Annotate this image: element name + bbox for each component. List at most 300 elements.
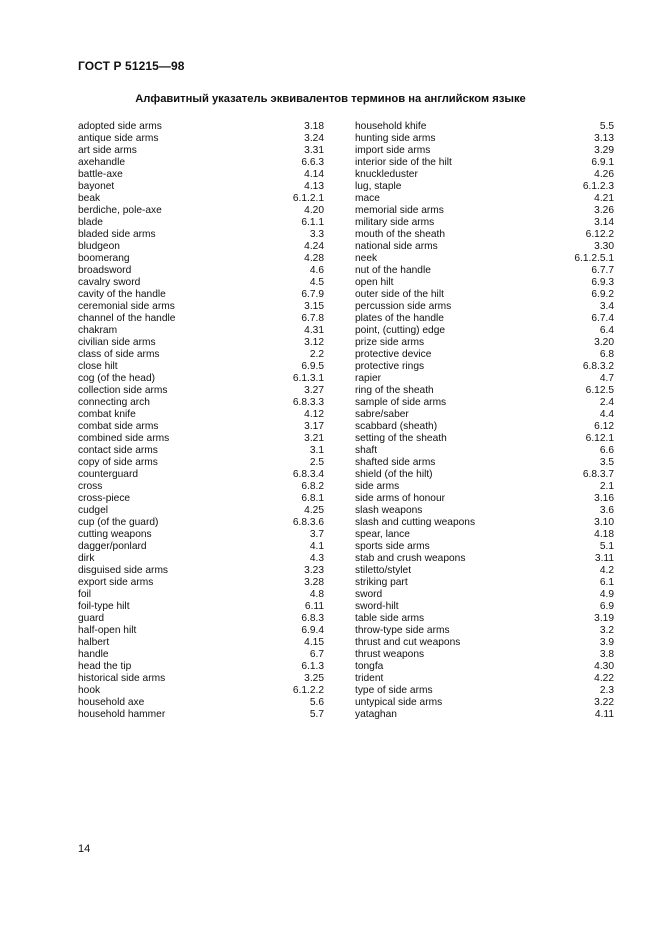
index-term: cross: [78, 481, 103, 492]
index-reference: 3.20: [594, 337, 614, 348]
index-entry: [355, 673, 614, 685]
index-reference: 6.6: [599, 445, 614, 456]
index-entry: [78, 421, 324, 433]
index-reference: 4.8: [309, 589, 324, 600]
index-reference: 4.26: [594, 169, 614, 180]
index-term: bludgeon: [78, 241, 120, 252]
index-entry: [355, 277, 614, 289]
index-term: collection side arms: [78, 385, 168, 396]
index-entry: [355, 685, 614, 697]
index-entry: [355, 301, 614, 313]
index-reference: 3.8: [599, 649, 614, 660]
index-entry: [78, 373, 324, 385]
index-entry: [78, 661, 324, 673]
index-entry: [78, 253, 324, 265]
index-entry: [78, 385, 324, 397]
index-reference: 4.15: [304, 637, 324, 648]
index-term: mace: [355, 193, 380, 204]
index-reference: 6.1.3.1: [292, 373, 324, 384]
index-term: military side arms: [355, 217, 435, 228]
index-reference: 6.12: [594, 421, 614, 432]
index-reference: 3.11: [594, 553, 614, 564]
index-term: combined side arms: [78, 433, 170, 444]
index-reference: 3.26: [594, 205, 614, 216]
index-reference: 2.2: [309, 349, 324, 360]
index-term: ring of the sheath: [355, 385, 434, 396]
index-reference: 6.9.1: [591, 157, 614, 168]
index-entry: [355, 565, 614, 577]
index-term: handle: [78, 649, 109, 660]
index-term: household khife: [355, 121, 427, 132]
index-reference: 3.4: [599, 301, 614, 312]
index-reference: 4.14: [304, 169, 324, 180]
index-term: cog (of the head): [78, 373, 156, 384]
index-reference: 6.8.3.6: [292, 517, 324, 528]
index-entry: [78, 205, 324, 217]
index-reference: 4.3: [309, 553, 324, 564]
index-reference: 3.23: [304, 565, 324, 576]
index-entry: [355, 193, 614, 205]
index-reference: 3.16: [594, 493, 614, 504]
index-term: battle-axe: [78, 169, 123, 180]
index-entry: [78, 541, 324, 553]
index-term: chakram: [78, 325, 118, 336]
index-entry: [78, 121, 324, 133]
index-entry: [355, 697, 614, 709]
index-reference: 6.8.3.7: [582, 469, 614, 480]
index-term: beak: [78, 193, 101, 204]
index-reference: 6.11: [304, 601, 324, 612]
index-entry: [78, 397, 324, 409]
index-entry: [355, 229, 614, 241]
index-term: shield (of the hilt): [355, 469, 433, 480]
index-column-left: [78, 121, 324, 721]
index-term: sword-hilt: [355, 601, 399, 612]
index-entry: [355, 181, 614, 193]
index-entry: [355, 709, 614, 721]
index-entry: [78, 517, 324, 529]
index-reference: 4.11: [594, 709, 614, 720]
index-term: import side arms: [355, 145, 431, 156]
index-reference: 3.2: [599, 625, 614, 636]
index-entry: [78, 601, 324, 613]
index-entry: [355, 445, 614, 457]
index-reference: 6.1.2.3: [582, 181, 614, 192]
index-entry: [355, 325, 614, 337]
index-term: cavalry sword: [78, 277, 141, 288]
index-term: point, (cutting) edge: [355, 325, 446, 336]
index-term: stiletto/stylet: [355, 565, 412, 576]
index-entry: [355, 265, 614, 277]
index-term: side arms of honour: [355, 493, 446, 504]
index-term: hook: [78, 685, 101, 696]
index-entry: [355, 529, 614, 541]
index-reference: 4.18: [594, 529, 614, 540]
index-term: throw-type side arms: [355, 625, 450, 636]
index-reference: 6.9.5: [301, 361, 324, 372]
index-term: head the tip: [78, 661, 132, 672]
index-reference: 3.15: [304, 301, 324, 312]
index-entry: [355, 589, 614, 601]
index-term: dagger/ponlard: [78, 541, 147, 552]
index-entry: [355, 157, 614, 169]
index-entry: [78, 493, 324, 505]
index-entry: [355, 457, 614, 469]
index-entry: [78, 457, 324, 469]
index-reference: 4.1: [309, 541, 324, 552]
index-term: sabre/saber: [355, 409, 409, 420]
standard-code: ГОСТ Р 51215—98: [78, 59, 185, 73]
index-entry: [78, 193, 324, 205]
index-reference: 6.8.3.4: [292, 469, 324, 480]
index-reference: 6.7.7: [591, 265, 614, 276]
index-reference: 4.13: [304, 181, 324, 192]
index-term: combat side arms: [78, 421, 159, 432]
index-reference: 3.28: [304, 577, 324, 588]
index-term: prize side arms: [355, 337, 425, 348]
index-entry: [355, 289, 614, 301]
index-term: counterguard: [78, 469, 139, 480]
index-term: mouth of the sheath: [355, 229, 446, 240]
index-reference: 3.29: [594, 145, 614, 156]
index-entry: [78, 265, 324, 277]
index-term: sword: [355, 589, 383, 600]
index-term: export side arms: [78, 577, 154, 588]
index-reference: 6.9.2: [591, 289, 614, 300]
index-term: neek: [355, 253, 378, 264]
index-entry: [355, 493, 614, 505]
index-entry: [355, 433, 614, 445]
index-reference: 3.14: [594, 217, 614, 228]
index-term: outer side of the hilt: [355, 289, 444, 300]
index-entry: [78, 697, 324, 709]
index-reference: 3.18: [304, 121, 324, 132]
index-reference: 4.9: [599, 589, 614, 600]
index-reference: 3.9: [599, 637, 614, 648]
index-entry: [78, 229, 324, 241]
index-reference: 3.19: [594, 613, 614, 624]
index-reference: 6.1.2.1: [292, 193, 324, 204]
index-entry: [78, 313, 324, 325]
index-term: spear, lance: [355, 529, 410, 540]
index-term: household axe: [78, 697, 145, 708]
index-reference: 4.7: [599, 373, 614, 384]
index-reference: 6.1.2.2: [292, 685, 324, 696]
index-entry: [355, 133, 614, 145]
index-term: historical side arms: [78, 673, 166, 684]
index-entry: [355, 649, 614, 661]
index-term: civilian side arms: [78, 337, 156, 348]
index-entry: [78, 625, 324, 637]
index-term: shaft: [355, 445, 378, 456]
index-term: side arms: [355, 481, 400, 492]
index-reference: 6.12.5: [585, 385, 614, 396]
index-entry: [78, 277, 324, 289]
index-term: foil-type hilt: [78, 601, 130, 612]
index-term: open hilt: [355, 277, 394, 288]
index-term: close hilt: [78, 361, 118, 372]
index-entry: [78, 445, 324, 457]
index-entry: [355, 517, 614, 529]
index-entry: [78, 145, 324, 157]
index-term: percussion side arms: [355, 301, 452, 312]
index-term: nut of the handle: [355, 265, 431, 276]
index-reference: 6.4: [599, 325, 614, 336]
index-entry: [355, 469, 614, 481]
index-entry: [78, 649, 324, 661]
index-reference: 3.31: [304, 145, 324, 156]
index-entry: [355, 637, 614, 649]
index-term: sports side arms: [355, 541, 430, 552]
index-term: tongfa: [355, 661, 384, 672]
index-reference: 3.12: [304, 337, 324, 348]
index-reference: 6.8.3.3: [292, 397, 324, 408]
index-term: plates of the handle: [355, 313, 444, 324]
index-term: half-open hilt: [78, 625, 137, 636]
index-reference: 3.13: [594, 133, 614, 144]
index-entry: [355, 421, 614, 433]
index-reference: 4.20: [304, 205, 324, 216]
index-reference: 6.1: [599, 577, 614, 588]
index-term: setting of the sheath: [355, 433, 447, 444]
index-entry: [78, 637, 324, 649]
index-reference: 3.30: [594, 241, 614, 252]
index-reference: 6.1.2.5.1: [574, 253, 614, 264]
index-entry: [78, 289, 324, 301]
index-entry: [78, 337, 324, 349]
index-reference: 3.17: [304, 421, 324, 432]
index-entry: [78, 589, 324, 601]
index-term: scabbard (sheath): [355, 421, 438, 432]
index-entry: [355, 349, 614, 361]
index-reference: 6.7.4: [591, 313, 614, 324]
index-reference: 6.9: [599, 601, 614, 612]
index-reference: 2.1: [599, 481, 614, 492]
index-term: halbert: [78, 637, 110, 648]
index-term: sample of side arms: [355, 397, 447, 408]
index-term: ceremonial side arms: [78, 301, 175, 312]
index-reference: 5.7: [309, 709, 324, 720]
index-entry: [78, 553, 324, 565]
index-term: adopted side arms: [78, 121, 162, 132]
index-entry: [355, 661, 614, 673]
index-reference: 6.1.1: [301, 217, 324, 228]
index-term: type of side arms: [355, 685, 433, 696]
index-term: national side arms: [355, 241, 438, 252]
index-reference: 6.8.1: [301, 493, 324, 504]
index-reference: 4.12: [304, 409, 324, 420]
index-term: cudgel: [78, 505, 109, 516]
index-reference: 6.12.2: [585, 229, 614, 240]
index-reference: 6.6.3: [301, 157, 324, 168]
index-entry: [78, 577, 324, 589]
index-term: broadsword: [78, 265, 132, 276]
index-term: thrust weapons: [355, 649, 425, 660]
index-term: blade: [78, 217, 103, 228]
index-term: protective rings: [355, 361, 425, 372]
index-reference: 3.24: [304, 133, 324, 144]
index-reference: 6.8: [599, 349, 614, 360]
index-entry: [78, 709, 324, 721]
index-reference: 4.30: [594, 661, 614, 672]
index-reference: 3.21: [304, 433, 324, 444]
index-column-right: [355, 121, 614, 721]
index-entry: [355, 397, 614, 409]
index-entry: [355, 217, 614, 229]
index-reference: 3.3: [309, 229, 324, 240]
index-term: disguised side arms: [78, 565, 169, 576]
index-entry: [355, 361, 614, 373]
index-title: Алфавитный указатель эквивалентов терминов на английском языке: [135, 93, 526, 105]
index-term: contact side arms: [78, 445, 158, 456]
index-term: axehandle: [78, 157, 126, 168]
index-term: bayonet: [78, 181, 115, 192]
index-entry: [78, 325, 324, 337]
page-number: 14: [78, 843, 91, 855]
index-entry: [78, 565, 324, 577]
index-entry: [78, 481, 324, 493]
index-reference: 3.25: [304, 673, 324, 684]
index-entry: [355, 625, 614, 637]
index-entry: [78, 241, 324, 253]
index-term: guard: [78, 613, 105, 624]
index-term: boomerang: [78, 253, 130, 264]
index-term: slash weapons: [355, 505, 423, 516]
index-term: memorial side arms: [355, 205, 444, 216]
index-reference: 3.7: [309, 529, 324, 540]
index-reference: 6.7.8: [301, 313, 324, 324]
index-term: hunting side arms: [355, 133, 436, 144]
index-entry: [355, 601, 614, 613]
index-entry: [78, 157, 324, 169]
index-entry: [78, 505, 324, 517]
index-reference: 5.6: [309, 697, 324, 708]
index-entry: [78, 349, 324, 361]
index-entry: [355, 169, 614, 181]
index-reference: 2.5: [309, 457, 324, 468]
index-entry: [78, 217, 324, 229]
index-entry: [355, 385, 614, 397]
index-reference: 6.8.3.2: [582, 361, 614, 372]
index-term: copy of side arms: [78, 457, 158, 468]
index-entry: [355, 553, 614, 565]
index-term: interior side of the hilt: [355, 157, 452, 168]
index-reference: 4.21: [594, 193, 614, 204]
index-term: dirk: [78, 553, 95, 564]
index-reference: 6.9.4: [301, 625, 324, 636]
index-entry: [78, 685, 324, 697]
index-reference: 3.6: [599, 505, 614, 516]
index-term: household hammer: [78, 709, 166, 720]
index-reference: 4.28: [304, 253, 324, 264]
index-entry: [355, 241, 614, 253]
index-entry: [78, 133, 324, 145]
index-term: untypical side arms: [355, 697, 443, 708]
index-reference: 3.22: [594, 697, 614, 708]
index-reference: 3.1: [309, 445, 324, 456]
index-reference: 6.7.9: [301, 289, 324, 300]
index-reference: 6.9.3: [591, 277, 614, 288]
index-reference: 4.24: [304, 241, 324, 252]
index-entry: [355, 613, 614, 625]
index-reference: 6.1.3: [301, 661, 324, 672]
index-entry: [355, 253, 614, 265]
index-reference: 4.5: [309, 277, 324, 288]
index-reference: 5.5: [599, 121, 614, 132]
index-term: bladed side arms: [78, 229, 156, 240]
index-entry: [78, 673, 324, 685]
index-reference: 5.1: [599, 541, 614, 552]
index-entry: [78, 361, 324, 373]
index-reference: 6.8.3: [301, 613, 324, 624]
index-term: stab and crush weapons: [355, 553, 466, 564]
index-term: lug, staple: [355, 181, 402, 192]
index-entry: [355, 121, 614, 133]
index-reference: 6.7: [309, 649, 324, 660]
index-reference: 4.6: [309, 265, 324, 276]
index-entry: [78, 613, 324, 625]
index-term: yataghan: [355, 709, 397, 720]
index-reference: 4.31: [304, 325, 324, 336]
index-entry: [355, 481, 614, 493]
index-term: cutting weapons: [78, 529, 152, 540]
index-term: berdiche, pole-axe: [78, 205, 162, 216]
index-entry: [78, 529, 324, 541]
index-term: class of side arms: [78, 349, 160, 360]
index-term: connecting arch: [78, 397, 150, 408]
index-entry: [78, 169, 324, 181]
index-term: combat knife: [78, 409, 136, 420]
index-reference: 3.5: [599, 457, 614, 468]
index-reference: 3.10: [594, 517, 614, 528]
index-entry: [78, 181, 324, 193]
index-term: cross-piece: [78, 493, 131, 504]
index-reference: 4.2: [599, 565, 614, 576]
index-term: thrust and cut weapons: [355, 637, 461, 648]
index-entry: [355, 577, 614, 589]
index-entry: [355, 145, 614, 157]
index-term: striking part: [355, 577, 408, 588]
index-entry: [78, 409, 324, 421]
index-reference: 6.12.1: [585, 433, 614, 444]
index-reference: 3.27: [304, 385, 324, 396]
index-term: antique side arms: [78, 133, 159, 144]
index-entry: [355, 373, 614, 385]
index-entry: [355, 409, 614, 421]
index-term: knuckleduster: [355, 169, 418, 180]
index-term: trident: [355, 673, 384, 684]
index-reference: 4.25: [304, 505, 324, 516]
index-reference: 4.4: [599, 409, 614, 420]
index-term: protective device: [355, 349, 432, 360]
index-entry: [355, 541, 614, 553]
index-term: channel of the handle: [78, 313, 176, 324]
index-term: rapier: [355, 373, 382, 384]
index-entry: [78, 301, 324, 313]
index-term: slash and cutting weapons: [355, 517, 476, 528]
index-term: shafted side arms: [355, 457, 436, 468]
index-reference: 4.22: [594, 673, 614, 684]
index-entry: [355, 505, 614, 517]
index-entry: [355, 337, 614, 349]
index-term: cavity of the handle: [78, 289, 166, 300]
index-term: cup (of the guard): [78, 517, 159, 528]
index-term: art side arms: [78, 145, 137, 156]
index-entry: [78, 469, 324, 481]
index-entry: [78, 433, 324, 445]
index-reference: 2.4: [599, 397, 614, 408]
index-term: foil: [78, 589, 92, 600]
